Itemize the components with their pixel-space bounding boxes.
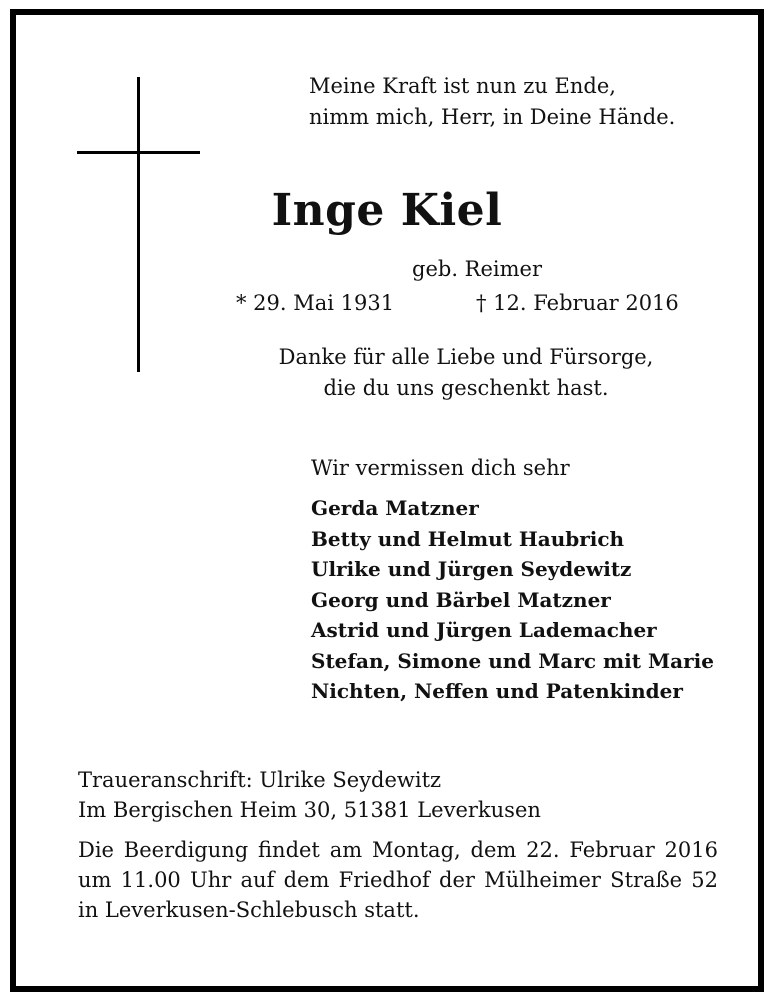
verse-line-2: nimm mich, Herr, in Deine Hände.	[309, 105, 676, 129]
thanks-text	[256, 342, 676, 404]
obituary-notice	[10, 9, 764, 992]
verse-line-1: Meine Kraft ist nun zu Ende,	[309, 74, 616, 98]
list-item: Betty und Helmut Haubrich	[311, 526, 625, 551]
death-date: † 12. Februar 2016	[476, 291, 679, 315]
list-item: Georg und Bärbel Matzner	[311, 587, 611, 612]
funeral-details: Die Beerdigung findet am Montag, dem 22. Februar 2016 um 11.00 Uhr auf dem Friedhof der Mülheimer Straße 52 in Leverkusen-Schlebusch statt.	[78, 838, 718, 922]
list-item: Ulrike und Jürgen Seydewitz	[311, 557, 632, 581]
thanks-line-2: die du uns geschenkt hast.	[323, 376, 609, 400]
list-item: Nichten, Neffen und Patenkinder	[311, 679, 683, 703]
address-line-1: Traueranschrift: Ulrike Seydewitz	[78, 768, 442, 792]
deceased-name: Inge Kiel	[271, 185, 503, 236]
list-item: Stefan, Simone und Marc mit Marie	[311, 648, 714, 673]
mourners-list	[311, 493, 714, 707]
maiden-name: geb. Reimer	[412, 257, 542, 281]
birth-date: * 29. Mai 1931	[236, 291, 395, 315]
verse	[309, 71, 675, 133]
list-item: Astrid und Jürgen Lademacher	[311, 618, 657, 642]
thanks-line-1: Danke für alle Liebe und Fürsorge,	[278, 345, 654, 369]
address-line-2: Im Bergischen Heim 30, 51381 Leverkusen	[78, 798, 541, 822]
list-item: Gerda Matzner	[311, 496, 479, 520]
mourning-address	[78, 765, 541, 825]
mourners-intro: Wir vermissen dich sehr	[311, 456, 570, 480]
cross-icon-bar	[77, 151, 200, 154]
